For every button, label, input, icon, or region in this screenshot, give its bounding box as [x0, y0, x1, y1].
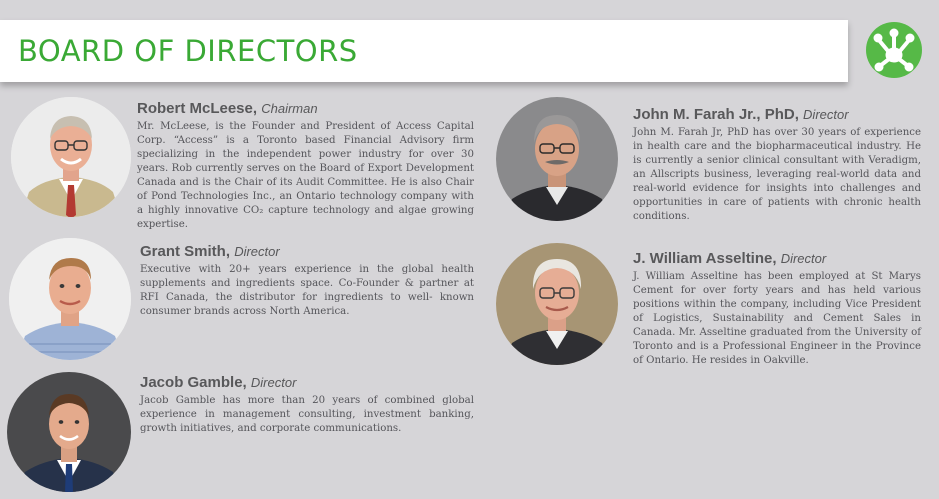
director-bio: Mr. McLeese, is the Founder and President of Access Capital Corp. “Access” is a Toronto based Financial Advisory firm specializing in the independent power industry for over 30 years. Rob currently serves on the Board of Export Development Canada and is the Chair of its Audit Committee. He is also Chair of Pond Technologies Inc., an Ontario technology company with a highly innovative CO₂ capture technology and algae growing expertise.: [137, 121, 474, 230]
page-title: BOARD OF DIRECTORS: [18, 34, 358, 68]
director-photo: [496, 243, 618, 365]
director-photo: [9, 238, 131, 360]
director-role: Chairman: [261, 101, 318, 116]
company-logo[interactable]: [866, 22, 922, 78]
director-role: Director: [803, 107, 849, 122]
director-photo: [496, 97, 618, 221]
director-bio: John M. Farah Jr, PhD has over 30 years of experience in health care and the biopharmaceutical industry. He is currently a senior clinical consultant with Veradigm, an Allscripts business, leveraging real-world data and real-world evidence for insights into challenges and opportunities in care of patients with chronic health conditions.: [633, 127, 921, 222]
director-role: Director: [234, 244, 280, 259]
director-name: J. William Asseltine: [633, 250, 773, 267]
frog-footprint-icon: [866, 22, 922, 78]
director-bio: J. William Asseltine has been employed at St Marys Cement for over forty years and has held various positions within the company, including Vice President of Logistics, Sustainability and Cement Sales in Canada. Mr. Asseltine graduated from the University of Toronto and is a Professional Engineer in the Province of Ontario. He resides in Oakville.: [633, 271, 921, 366]
director-name: John M. Farah Jr., PhD: [633, 106, 795, 123]
title-bar: [0, 20, 848, 82]
director-name: Grant Smith: [140, 243, 226, 260]
director-role: Director: [780, 251, 827, 266]
director-name: Jacob Gamble: [140, 374, 243, 391]
director-photo: [7, 372, 131, 492]
director-bio: Jacob Gamble has more than 20 years of combined global experience in management consulting, investment banking, growth initiatives, and corporate communications.: [140, 395, 474, 434]
director-bio: Executive with 20+ years experience in the global health supplements and ingredients space. Co-Founder & partner at RFI Canada, the distributor for ingredients to well- known consumer brands across North America.: [140, 264, 474, 317]
director-role: Director: [250, 375, 297, 390]
director-name: Robert McLeese: [137, 100, 253, 117]
director-photo: [11, 97, 131, 217]
